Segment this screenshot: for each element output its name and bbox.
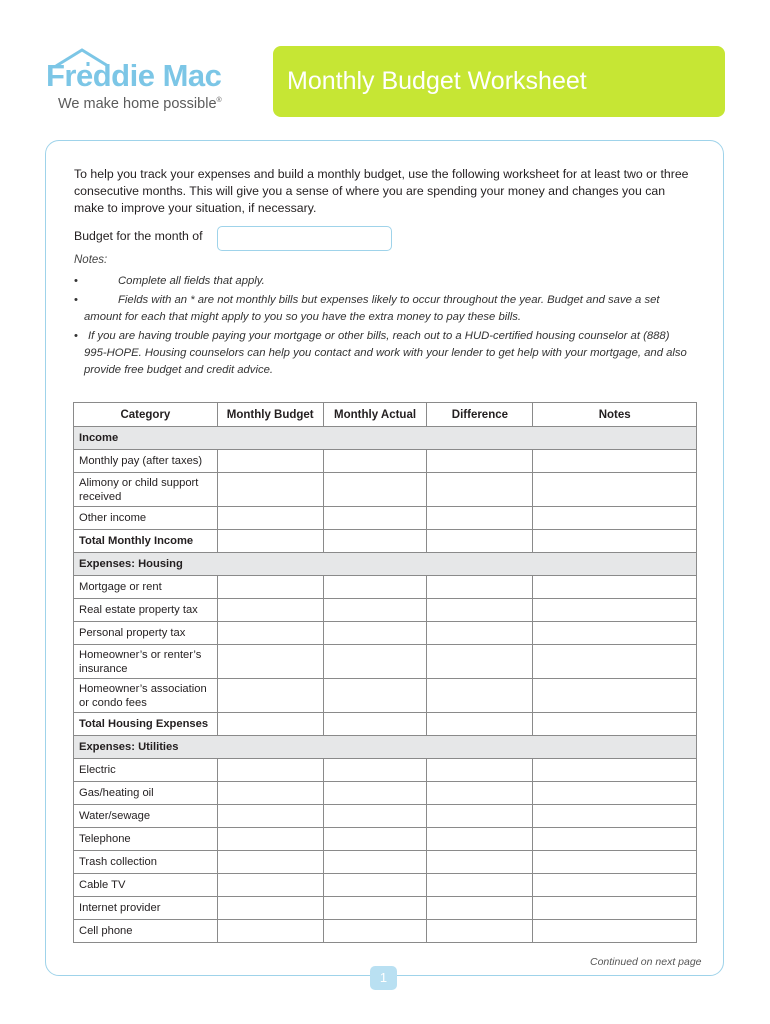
budget-cell[interactable] (217, 473, 323, 507)
actual-cell[interactable] (323, 805, 427, 828)
continued-note: Continued on next page (590, 956, 702, 968)
budget-table (73, 402, 697, 943)
table-body (74, 427, 697, 943)
category-cell: Monthly pay (after taxes) (74, 450, 218, 473)
budget-cell[interactable] (217, 828, 323, 851)
budget-cell[interactable] (217, 920, 323, 943)
actual-cell[interactable] (323, 473, 427, 507)
notes-cell[interactable] (533, 920, 697, 943)
budget-cell[interactable] (217, 759, 323, 782)
section-header-row (74, 736, 697, 759)
difference-cell[interactable] (427, 782, 533, 805)
intro-paragraph: To help you track your expenses and build a monthly budget, use the following worksheet for at least two or three consecutive months. This will give you a sense of where you are spending your money and changes you can make to improve your situation, if necessary. (74, 167, 689, 215)
total-row (74, 530, 697, 553)
notes-cell[interactable] (533, 679, 697, 713)
actual-cell[interactable] (323, 920, 427, 943)
notes-cell[interactable] (533, 782, 697, 805)
difference-cell[interactable] (427, 759, 533, 782)
section-title: Expenses: Utilities (74, 736, 697, 759)
notes-cell[interactable] (533, 576, 697, 599)
category-cell: Total Monthly Income (74, 530, 218, 553)
note-item: • Complete all fields that apply. (74, 273, 694, 290)
bullet-icon: • (74, 330, 78, 342)
difference-cell[interactable] (427, 622, 533, 645)
total-row (74, 713, 697, 736)
table-row (74, 599, 697, 622)
page-title: Monthly Budget Worksheet (287, 67, 587, 95)
notes-cell[interactable] (533, 530, 697, 553)
difference-cell[interactable] (427, 507, 533, 530)
table-row (74, 828, 697, 851)
category-cell: Real estate property tax (74, 599, 218, 622)
notes-cell[interactable] (533, 645, 697, 679)
section-header-row (74, 553, 697, 576)
category-cell: Internet provider (74, 897, 218, 920)
table-row (74, 473, 697, 507)
budget-cell[interactable] (217, 782, 323, 805)
table-row (74, 679, 697, 713)
actual-cell[interactable] (323, 897, 427, 920)
difference-cell[interactable] (427, 851, 533, 874)
table-header-row (74, 403, 697, 427)
logo-wordmark: Freddie Mac (46, 58, 222, 93)
budget-cell[interactable] (217, 805, 323, 828)
section-title: Income (74, 427, 697, 450)
table-row (74, 920, 697, 943)
table-row (74, 450, 697, 473)
budget-cell[interactable] (217, 450, 323, 473)
difference-cell[interactable] (427, 713, 533, 736)
notes-cell[interactable] (533, 874, 697, 897)
col-header-category: Category (74, 403, 218, 427)
table-row (74, 576, 697, 599)
category-cell: Water/sewage (74, 805, 218, 828)
table-row (74, 759, 697, 782)
col-header-monthly-actual: Monthly Actual (323, 403, 427, 427)
table-row (74, 507, 697, 530)
notes-cell[interactable] (533, 473, 697, 507)
actual-cell[interactable] (323, 507, 427, 530)
month-label: Budget for the month of (74, 229, 203, 243)
category-cell: Total Housing Expenses (74, 713, 218, 736)
table-row (74, 622, 697, 645)
difference-cell[interactable] (427, 897, 533, 920)
actual-cell[interactable] (323, 450, 427, 473)
table-row (74, 782, 697, 805)
bullet-icon: • (74, 275, 78, 287)
bullet-icon: • (74, 294, 78, 306)
notes-cell[interactable] (533, 805, 697, 828)
difference-cell[interactable] (427, 645, 533, 679)
page-number-badge: 1 (370, 966, 397, 990)
col-header-notes: Notes (533, 403, 697, 427)
notes-cell[interactable] (533, 599, 697, 622)
category-cell: Electric (74, 759, 218, 782)
budget-cell[interactable] (217, 897, 323, 920)
notes-cell[interactable] (533, 450, 697, 473)
difference-cell[interactable] (427, 599, 533, 622)
actual-cell[interactable] (323, 851, 427, 874)
actual-cell[interactable] (323, 645, 427, 679)
section-title: Expenses: Housing (74, 553, 697, 576)
actual-cell[interactable] (323, 782, 427, 805)
difference-cell[interactable] (427, 828, 533, 851)
difference-cell[interactable] (427, 679, 533, 713)
actual-cell[interactable] (323, 759, 427, 782)
actual-cell[interactable] (323, 576, 427, 599)
difference-cell[interactable] (427, 874, 533, 897)
col-header-difference: Difference (427, 403, 533, 427)
budget-cell[interactable] (217, 530, 323, 553)
notes-cell[interactable] (533, 851, 697, 874)
notes-cell[interactable] (533, 507, 697, 530)
notes-cell[interactable] (533, 897, 697, 920)
note-item: • Fields with an * are not monthly bills but expenses likely to occur throughout the year. Budget and save a set amount for each that might apply to you so you have the extra money to pay these bills. (74, 294, 660, 323)
table-row (74, 897, 697, 920)
actual-cell[interactable] (323, 713, 427, 736)
note-item: • If you are having trouble paying your mortgage or other bills, reach out to a HUD-certified housing counselor at (888) 995-HOPE. Housing counselors can help you contact and work with your lender to get help with your mortgage, and also provide free budget and credit advice. (74, 330, 687, 376)
actual-cell[interactable] (323, 622, 427, 645)
notes-cell[interactable] (533, 828, 697, 851)
difference-cell[interactable] (427, 473, 533, 507)
category-cell: Trash collection (74, 851, 218, 874)
notes-label: Notes: (74, 254, 108, 266)
notes-cell[interactable] (533, 713, 697, 736)
budget-cell[interactable] (217, 507, 323, 530)
col-header-monthly-budget: Monthly Budget (217, 403, 323, 427)
title-banner (273, 46, 725, 117)
section-header-row (74, 427, 697, 450)
table-row (74, 805, 697, 828)
category-cell: Cable TV (74, 874, 218, 897)
budget-cell[interactable] (217, 599, 323, 622)
budget-cell[interactable] (217, 622, 323, 645)
budget-cell[interactable] (217, 645, 323, 679)
actual-cell[interactable] (323, 599, 427, 622)
actual-cell[interactable] (323, 530, 427, 553)
budget-cell[interactable] (217, 874, 323, 897)
category-cell: Gas/heating oil (74, 782, 218, 805)
category-cell: Other income (74, 507, 218, 530)
month-input[interactable] (217, 226, 392, 251)
category-cell: Telephone (74, 828, 218, 851)
difference-cell[interactable] (427, 920, 533, 943)
difference-cell[interactable] (427, 805, 533, 828)
table-row (74, 645, 697, 679)
notes-cell[interactable] (533, 622, 697, 645)
category-cell: Cell phone (74, 920, 218, 943)
actual-cell[interactable] (323, 874, 427, 897)
budget-cell[interactable] (217, 576, 323, 599)
category-cell: Personal property tax (74, 622, 218, 645)
budget-cell[interactable] (217, 851, 323, 874)
category-cell: Homeowner’s association or condo fees (74, 679, 218, 713)
difference-cell[interactable] (427, 450, 533, 473)
table-row (74, 851, 697, 874)
table-row (74, 874, 697, 897)
freddie-mac-logo (44, 44, 234, 124)
difference-cell[interactable] (427, 576, 533, 599)
actual-cell[interactable] (323, 679, 427, 713)
notes-cell[interactable] (533, 759, 697, 782)
category-cell: Homeowner’s or renter’s insurance (74, 645, 218, 679)
difference-cell[interactable] (427, 530, 533, 553)
budget-cell[interactable] (217, 713, 323, 736)
category-cell: Alimony or child support received (74, 473, 218, 507)
actual-cell[interactable] (323, 828, 427, 851)
category-cell: Mortgage or rent (74, 576, 218, 599)
logo-tagline: We make home possible® (58, 96, 222, 112)
budget-cell[interactable] (217, 679, 323, 713)
